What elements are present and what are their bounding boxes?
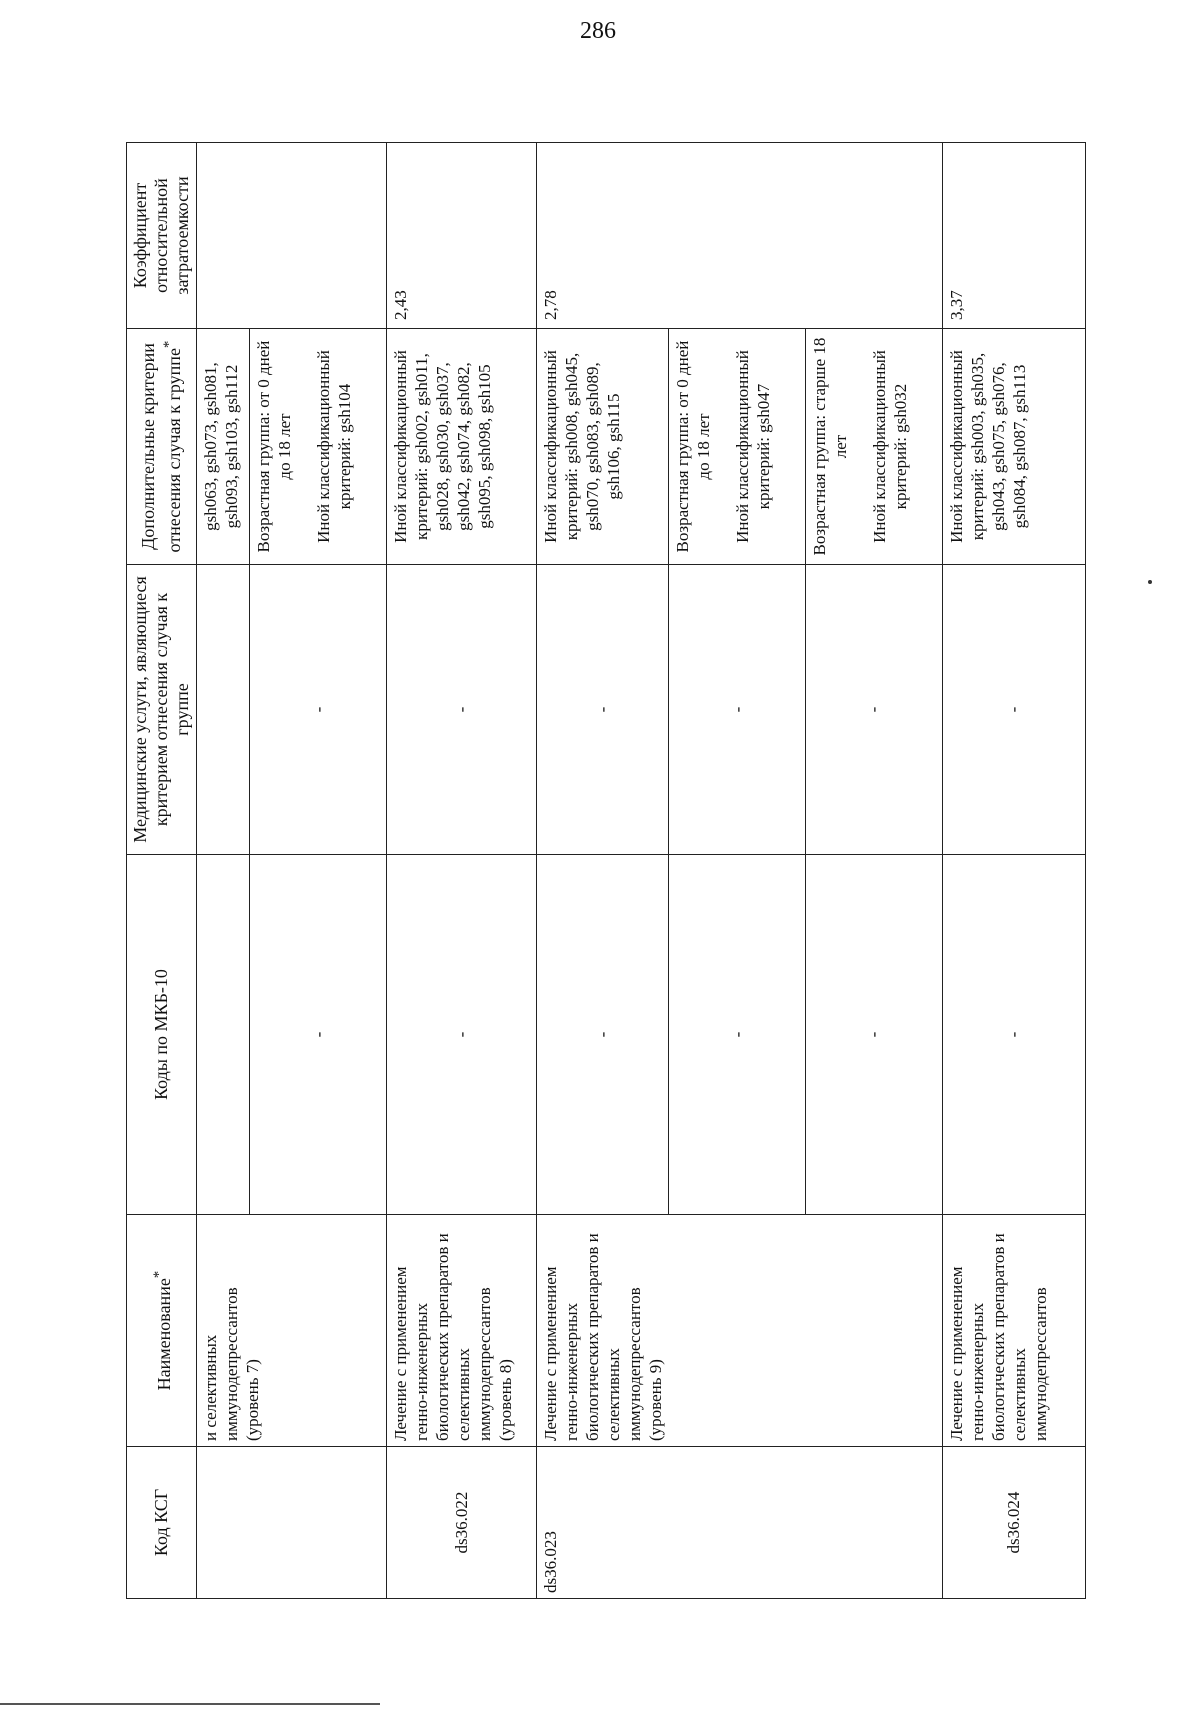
header-row xyxy=(127,143,197,1599)
rotated-table-container xyxy=(126,143,1086,1599)
cell-code: ds36.024 xyxy=(942,1447,1085,1599)
cell-criteria: Иной классификационный критерий: gsh003, gsh035, gsh043, gsh075, gsh076, gsh084, gsh087, gsh113 xyxy=(942,329,1085,565)
footer-line xyxy=(0,1703,380,1705)
cell-services: - xyxy=(806,565,943,855)
cell-criteria: Возрастная группа: от 0 дней до 18 лет Иной классификационный критерий: gsh104 xyxy=(250,329,387,565)
header-coef: Коэффициент относительной затратоемкости xyxy=(127,143,197,329)
cell-icd: - xyxy=(806,855,943,1215)
cell-services: - xyxy=(942,565,1085,855)
page-number: 286 xyxy=(580,18,616,44)
cell-icd: - xyxy=(387,855,537,1215)
cell-coef: 2,78 xyxy=(536,143,942,329)
cell-criteria: Иной классификационный критерий: gsh002, gsh011, gsh028, gsh030, gsh037, gsh042, gsh074, gsh082, gsh095, gsh098, gsh105 xyxy=(387,329,537,565)
cell-icd xyxy=(197,855,250,1215)
cell-coef xyxy=(197,143,387,329)
table-row xyxy=(387,143,537,1599)
table-row xyxy=(942,143,1085,1599)
header-criteria: Дополнительные критерии отнесения случая к группе* xyxy=(127,329,197,565)
ksg-table xyxy=(126,142,1086,1599)
cell-coef: 3,37 xyxy=(942,143,1085,329)
table-row xyxy=(197,143,250,1599)
cell-coef: 2,43 xyxy=(387,143,537,329)
cell-criteria: Возрастная группа: старше 18 лет Иной классификационный критерий: gsh032 xyxy=(806,329,943,565)
cell-services: - xyxy=(669,565,806,855)
cell-code xyxy=(197,1447,387,1599)
cell-icd: - xyxy=(250,855,387,1215)
cell-services: - xyxy=(250,565,387,855)
cell-name: Лечение с применением генно-инженерных биологических препаратов и селективных иммунодепрессантов (уровень 9) xyxy=(536,1215,942,1447)
cell-code: ds36.023 xyxy=(536,1447,942,1599)
cell-services: - xyxy=(387,565,537,855)
cell-services xyxy=(197,565,250,855)
table-row xyxy=(536,143,668,1599)
stray-dot xyxy=(1148,580,1152,584)
cell-criteria: Возрастная группа: от 0 дней до 18 лет Иной классификационный критерий: gsh047 xyxy=(669,329,806,565)
cell-criteria: Иной классификационный критерий: gsh008, gsh045, gsh070, gsh083, gsh089, gsh106, gsh115 xyxy=(536,329,668,565)
cell-criteria: gsh063, gsh073, gsh081, gsh093, gsh103, gsh112 xyxy=(197,329,250,565)
cell-name: Лечение с применением генно-инженерных биологических препаратов и селективных иммунодепрессантов (уровень 8) xyxy=(387,1215,537,1447)
cell-icd: - xyxy=(942,855,1085,1215)
cell-icd: - xyxy=(536,855,668,1215)
header-services: Медицинские услуги, являющиеся критерием отнесения случая к группе xyxy=(127,565,197,855)
cell-name: и селективных иммунодепрессантов (уровень 7) xyxy=(197,1215,387,1447)
cell-icd: - xyxy=(669,855,806,1215)
header-name: Наименование* xyxy=(127,1215,197,1447)
cell-code: ds36.022 xyxy=(387,1447,537,1599)
cell-name: Лечение с применением генно-инженерных биологических препаратов и селективных иммунодепрессантов xyxy=(942,1215,1085,1447)
header-icd: Коды по МКБ-10 xyxy=(127,855,197,1215)
cell-services: - xyxy=(536,565,668,855)
header-code: Код КСГ xyxy=(127,1447,197,1599)
